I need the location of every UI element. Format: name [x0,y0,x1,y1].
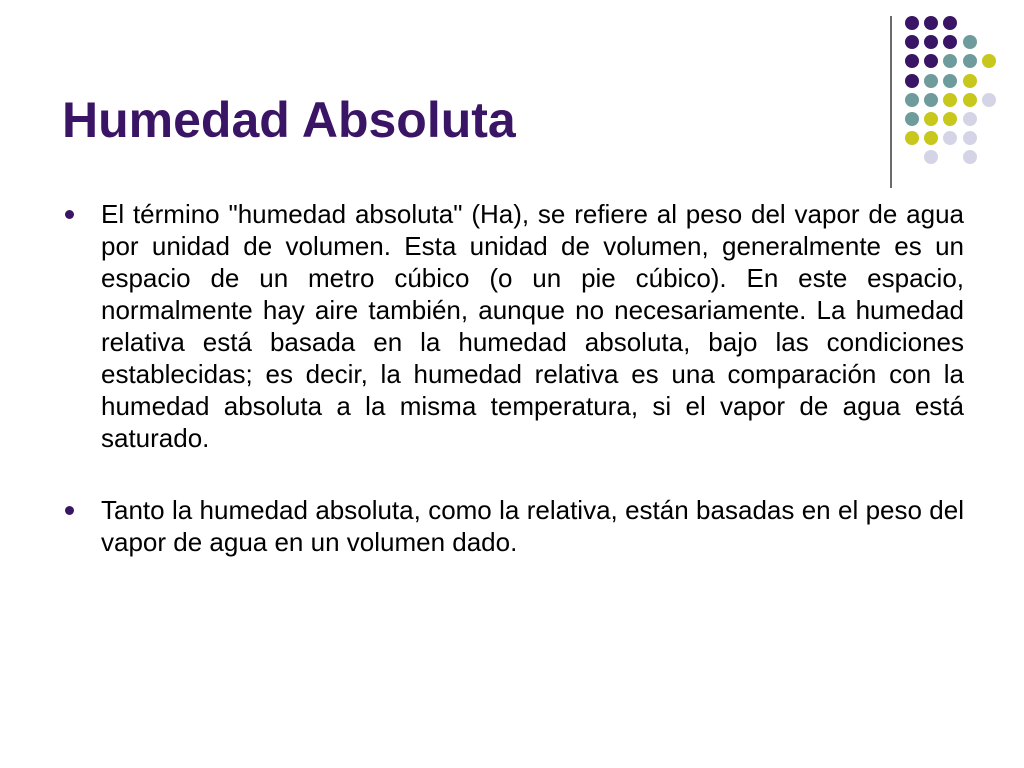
bullet-dot-icon [65,210,74,219]
decorative-dot-icon [943,93,957,107]
bullet-text: El término "humedad absoluta" (Ha), se refiere al peso del vapor de agua por unidad de volumen. Esta unidad de volumen, generalmente es un espacio de un metro cúbico (o un pie cúbico). En este espacio, normalmente hay aire también, aunque no necesariamente. La humedad relativa está basada en la humedad absoluta, bajo las condiciones establecidas; es decir, la humedad relativa es una comparación con la humedad absoluta a la misma temperatura, si el vapor de agua está saturado. [101,199,964,453]
decorative-dot-icon [943,16,957,30]
slide-title: Humedad Absoluta [62,92,516,148]
decorative-dot-icon [943,74,957,88]
decorative-dot-icon [924,54,938,68]
decorative-dot-icon [982,93,996,107]
decorative-dot-icon [963,150,977,164]
decorative-dot-icon [943,54,957,68]
decorative-dot-icon [924,74,938,88]
decorative-dot-icon [905,35,919,49]
decorative-dot-icon [905,54,919,68]
decorative-dot-icon [943,131,957,145]
decorative-dot-icon [905,131,919,145]
decorative-dot-icon [963,112,977,126]
bullet-dot-icon [65,506,74,515]
decorative-dot-icon [905,112,919,126]
decorative-dot-icon [924,112,938,126]
title-divider-line [890,16,892,188]
decorative-dot-icon [943,112,957,126]
decorative-dot-icon [924,131,938,145]
decorative-dot-icon [963,35,977,49]
decorative-dot-icon [963,54,977,68]
decorative-dot-icon [924,35,938,49]
decorative-dot-icon [924,16,938,30]
decorative-dot-icon [924,150,938,164]
decorative-dot-icon [905,16,919,30]
bullet-text: Tanto la humedad absoluta, como la relativa, están basadas en el peso del vapor de agua en un volumen dado. [101,495,964,557]
bullet-list [62,198,964,598]
decorative-dot-icon [963,131,977,145]
decorative-dot-icon [905,93,919,107]
decorative-dot-icon [905,74,919,88]
decorative-dot-grid [0,0,1024,200]
decorative-dot-icon [982,54,996,68]
decorative-dot-icon [943,35,957,49]
decorative-dot-icon [963,74,977,88]
bullet-item [62,494,964,558]
decorative-dot-icon [924,93,938,107]
bullet-item [62,198,964,454]
decorative-dot-icon [963,93,977,107]
